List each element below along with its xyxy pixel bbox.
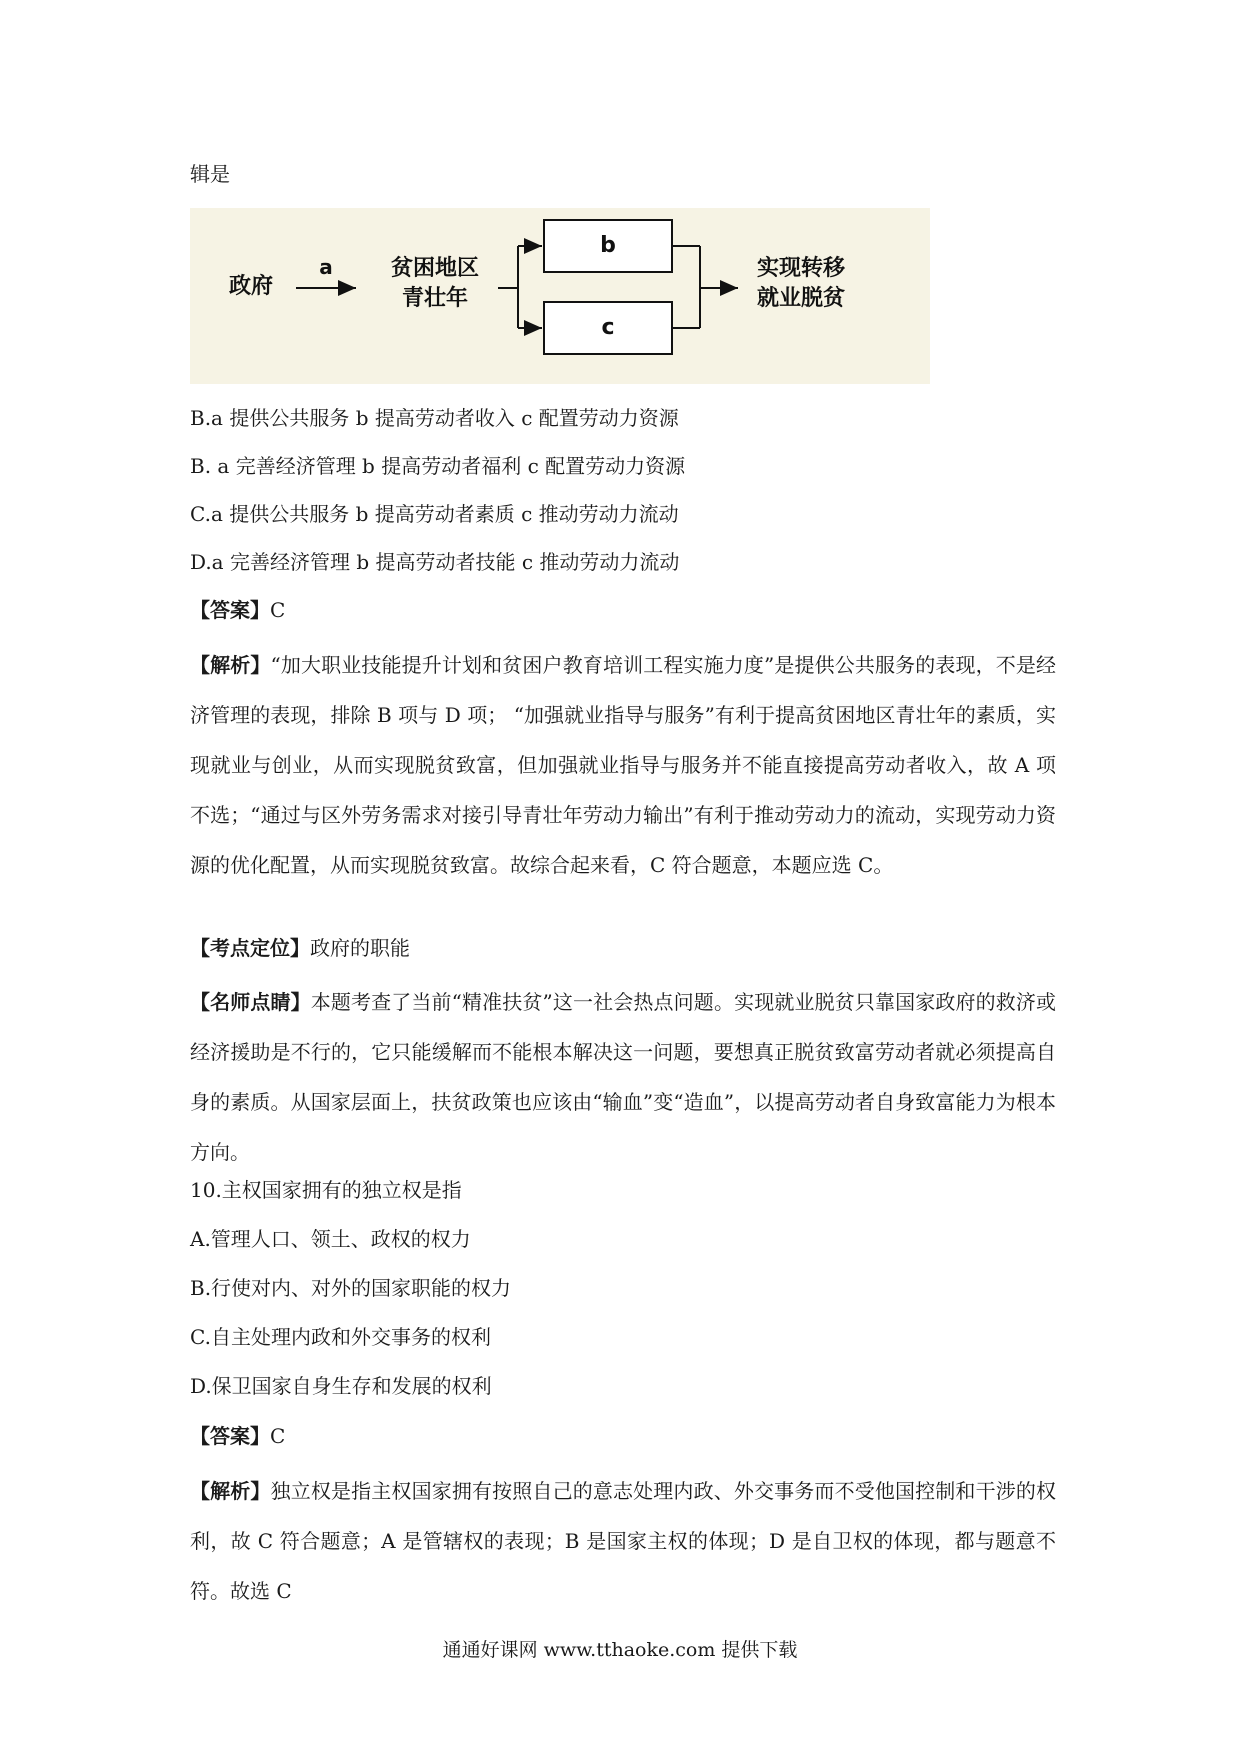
q9-answer <box>190 596 285 624</box>
q9-option-2: B. a 完善经济管理 b 提高劳动者福利 c 配置劳动力资源 <box>190 454 686 478</box>
arrow-a-label: a <box>319 255 333 279</box>
q10-option-a: A.管理人口、领土、政权的权力 <box>190 1227 471 1251</box>
result-label-line1: 实现转移 <box>756 256 845 281</box>
box-b-label: b <box>600 233 616 258</box>
q10-option-d: D.保卫国家自身生存和发展的权利 <box>190 1374 492 1398</box>
q10-answer-value: C <box>270 1424 286 1448</box>
q10-analysis-tag: 【解析】 <box>190 1479 271 1503</box>
q9-tip-text: 本题考查了当前“精准扶贫”这一社会热点问题。实现就业脱贫只靠国家政府的救济或经济援助是不行的，它只能缓解而不能根本解决这一问题，要想真正脱贫致富劳动者就必须提高自身的素质。从国家层面上，扶贫政策也应该由“输血”变“造血”，以提高劳动者自身致富能力为根本方向。 <box>190 990 1057 1164</box>
q9-topic-text: 政府的职能 <box>310 936 410 960</box>
q10-analysis <box>190 1466 1056 1616</box>
page-footer: 通通好课网 www.tthaoke.com 提供下载 <box>442 1639 798 1661</box>
result-label-line2: 就业脱贫 <box>756 286 845 311</box>
youth-label-line2: 青壮年 <box>401 286 468 311</box>
q10-option-b: B.行使对内、对外的国家职能的权力 <box>190 1276 512 1300</box>
q9-analysis-text: “加大职业技能提升计划和贫困户教育培训工程实施力度”是提供公共服务的表现，不是经济管理的表现，排除 B 项与 D 项； “加强就业指导与服务”有利于提高贫困地区青壮年的素质，实现就业与创业，从而实现脱贫致富，但加强就业指导与服务并不能直接提高劳动者收入，故 A 项不选；“通过与区外劳务需求对接引导青壮年劳动力输出”有利于推动劳动力的流动，实现劳动力资源的优化配置，从而实现脱贫致富。故综合起来看，C 符合题意，本题应选 C。 <box>190 653 1057 877</box>
q9-answer-tag: 【答案】 <box>190 598 270 622</box>
government-label: 政府 <box>228 274 273 299</box>
q10-stem: 10.主权国家拥有的独立权是指 <box>190 1178 462 1202</box>
q10-answer <box>190 1422 285 1450</box>
q10-analysis-text: 独立权是指主权国家拥有按照自己的意志处理内政、外交事务而不受他国控制和干涉的权利，故 C 符合题意；A 是管辖权的表现；B 是国家主权的体现；D 是自卫权的体现，都与题意不符。故选 C <box>190 1479 1057 1603</box>
q9-option-3: C.a 提供公共服务 b 提高劳动者素质 c 推动劳动力流动 <box>190 502 679 526</box>
q9-tip-tag: 【名师点睛】 <box>190 990 311 1014</box>
q9-analysis-tag: 【解析】 <box>190 653 271 677</box>
intro-fragment: 辑是 <box>190 162 230 186</box>
youth-label-line1: 贫困地区 <box>390 256 479 281</box>
q9-analysis <box>190 640 1056 890</box>
q10-answer-tag: 【答案】 <box>190 1424 270 1448</box>
flow-diagram <box>190 208 950 384</box>
q9-topic <box>190 934 410 962</box>
q9-option-4: D.a 完善经济管理 b 提高劳动者技能 c 推动劳动力流动 <box>190 550 680 574</box>
q9-option-1: B.a 提供公共服务 b 提高劳动者收入 c 配置劳动力资源 <box>190 406 679 430</box>
q9-topic-tag: 【考点定位】 <box>190 936 310 960</box>
q9-teacher-tip <box>190 977 1056 1177</box>
q10-option-c: C.自主处理内政和外交事务的权利 <box>190 1325 491 1349</box>
box-c-label: c <box>601 315 615 340</box>
q9-answer-value: C <box>270 598 286 622</box>
